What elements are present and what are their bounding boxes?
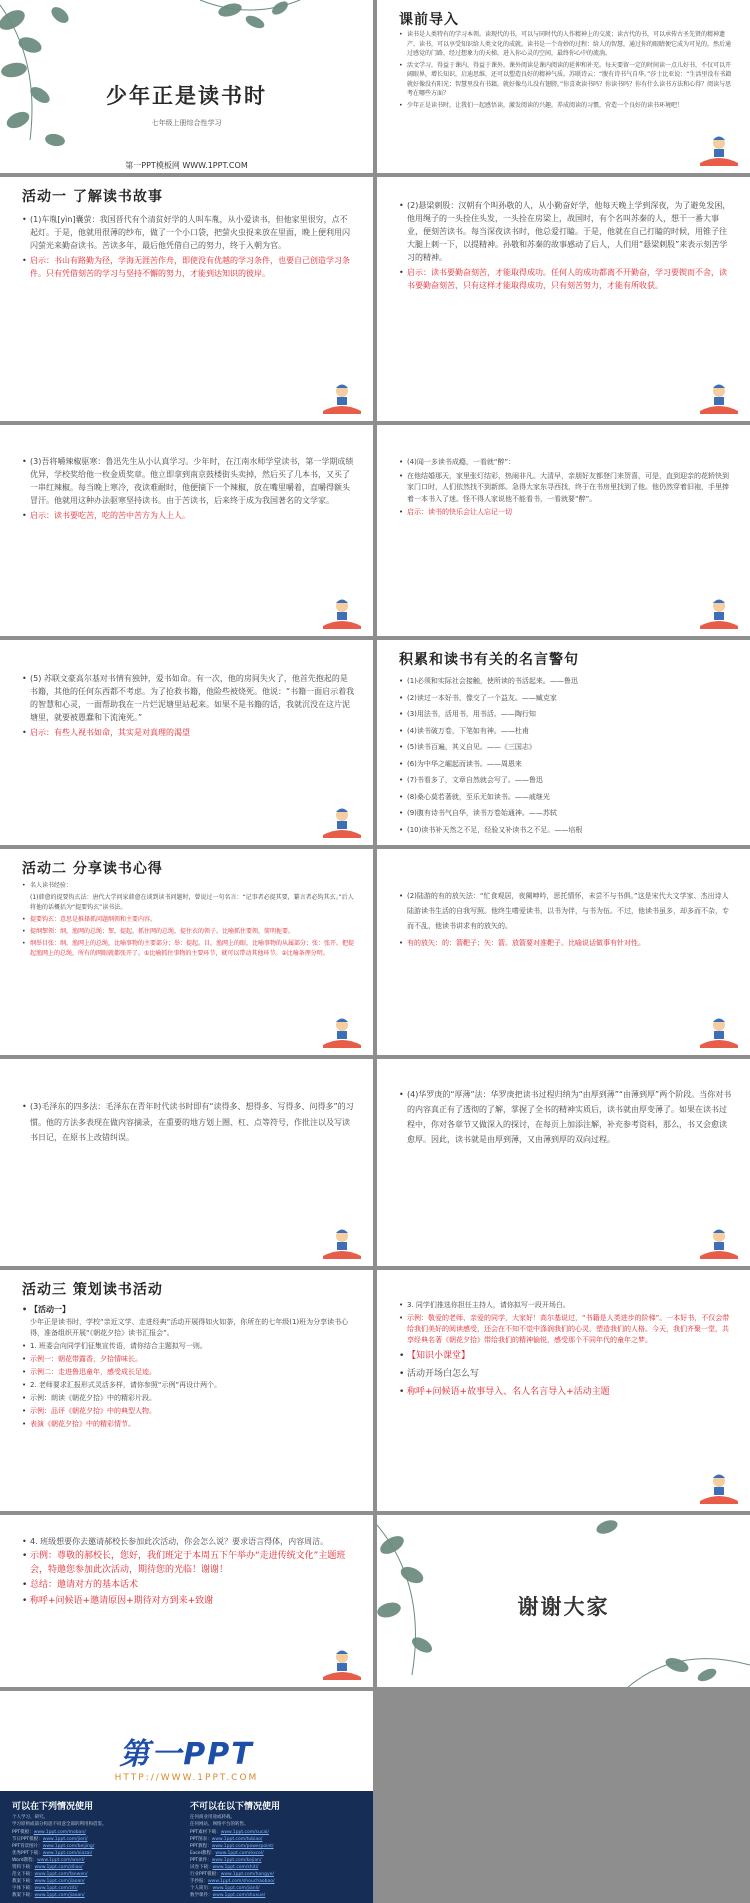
reading-boy-icon: [321, 1647, 363, 1681]
forbidden-heading: 不可以在以下情况使用: [190, 1802, 281, 1812]
paragraph: • (5) 苏联文豪高尔基对书情有独钟，爱书如命。有一次，他的房间失火了，他首先抱起的是书籍，其他的任何东西都不考虑。为了抢救书籍，他险些被烧死。他说：“书籍一面启示着我的智慧和心灵，一面帮助我在一片烂泥塘里站起来。如果不是书籍的话，我就沉没在这片泥塘里，就要被愚蠢和下流淹死。”: [22, 672, 355, 724]
paragraph: • (2)陆游的有的放矢法：“忙食观居，夜阑呻吟，思托情怀，未尝不与书俱。”这是宋代大文学家、杰出诗人陆游读书生活的自我写照。他终生嗜爱读书，以书为伴，与书为伍。不过，他读书虽多，却多而不杂，专而不乱，他读书讲求有的放矢的。: [399, 889, 732, 934]
example-text: • 示例：敬爱的老师、亲爱的同学，大家好！高尔基说过，“书籍是人类进步的阶梯”。一本好书，不仅会带给我们美好的阅读感受，还会在不知不觉中涤润我们的心灵，塑造我们的人格。今天，我们齐聚一堂，共享经典名著《朝花夕拾》带给我们的精神愉悦，感受那个不同年代的童年之梦。: [399, 1313, 732, 1346]
slide-16-thanks: [377, 1515, 750, 1687]
example-text: • 示例：尊敬的郝校长，您好，我们班定于本周五下午举办“走进传统文化”主题班会，特邀您参加此次活动，期待您的光临！谢谢！: [22, 1550, 355, 1577]
link-row[interactable]: PPT素材下载：www.1ppt.com/sucai/: [190, 1830, 269, 1835]
paragraph: (1)韩愈的提要钩玄法：唐代大学问家韩愈在谈到读书问题时，曾说过一句名言：“记事者必提其要，纂言者必钩其玄。”后人将他的话概括为“提要钩玄”读书法。: [30, 894, 354, 911]
paragraph: • (2)悬梁刺股：汉朝有个叫孙敬的人，从小勤奋好学，他每天晚上学到深夜，为了避免发困，他用绳子的一头拴住头发，一头拴在房梁上，战国时，有个名叫苏秦的人，想干一番大事业，便刻苦读书。每当深夜读书时，他总爱打瞌。于是，他就在自己打瞌的时候，用锥子往大腿上刺一下，以提精神。孙敬和苏秦的故事感动了后人，人们用“悬梁刺股”来表示刻苦学习的精神。: [399, 199, 732, 264]
insight-text: • 启示：书山有路勤为径，学海无涯苦作舟，即使没有优越的学习条件，也要自己创造学习条件。只有凭借刻苦的学习与坚持不懈的努力，才能到达知识的彼岸。: [22, 254, 355, 280]
insight-text: • 纲举目张：纲，渔网上的总绳，比喻事物的主要部分；举：提起。目，渔网上的眼，比喻事物的从属部分；张：张开。把提起渔网上的总绳，所有的网眼就都张开了。①比喻抓住事物的主要环节，就可以带动其他环节。②比喻条理分明。: [22, 939, 355, 959]
slide-body: [399, 199, 732, 294]
slide-title: 活动二 分享读书心得: [22, 861, 163, 877]
slide-body: [22, 213, 355, 282]
paragraph: • 在他结婚那天，家里张灯结彩，热闹非凡。大清早，亲朋好友都登门来贺喜，可是，直到迎亲的花轿快到家门口时，人们依然找不到新郎。急得大家东寻西找，终于在书房里找到了他。他仍然穿着旧袍，手里捧着一本书入了迷。怪不得人家说他不能看书，一看就要“醉”。: [399, 471, 732, 506]
example-text: • 示例二：走进鲁迅童年，感受成长足迹。: [22, 1367, 355, 1378]
example-text: • 示例一：朝花带露香，夕拾情味长。: [22, 1354, 355, 1365]
slide-12-method: [377, 1059, 750, 1266]
site-url: 第一PPT模板网 WWW.1PPT.COM: [125, 161, 248, 170]
reading-boy-icon: [698, 1015, 740, 1049]
link-row[interactable]: 字体下载：www.1ppt.com/ziti/: [12, 1886, 78, 1891]
slide-3-activity-one: [0, 177, 373, 421]
resource-links-right: [190, 1829, 360, 1899]
quote-item: • (9)腹有诗书气自华，读书万卷始通神。——苏轼: [399, 806, 732, 821]
forbidden-uses: [190, 1799, 360, 1828]
slide-4-story: [377, 177, 750, 421]
slide-body: [22, 1535, 355, 1610]
slide-14-opening-remarks: [377, 1270, 750, 1511]
link-row[interactable]: 节日PPT模板：www.1ppt.com/jieri/: [12, 1837, 88, 1842]
link-row[interactable]: 教案下载：www.1ppt.com/jiaoan/: [12, 1879, 85, 1884]
example-text: • 表演《朝花夕拾》中的精彩情节。: [22, 1419, 355, 1430]
slide-body: [399, 889, 732, 953]
slide-15-invitation: [0, 1515, 373, 1687]
reading-boy-icon: [698, 596, 740, 630]
paragraph: • 活文学习，得益于课内，得益于课外。课外阅读是课内阅读的延伸和补充。每天要留一定的时间读一点儿好书，不仅可以开阔眼界，增长知识，启迪思维，还可以塑造良好的精神气质。苏联诗云：“腹有诗书气自华。”莎士比亚说：“生活里没有书籍就好像没有阳光；智慧里没有书籍，就好像鸟儿没有翅膀。”你喜欢读书吗？你读书吗？你有什么读书方法和心得？阅读与思考在哪些方面？: [399, 61, 732, 99]
link-row[interactable]: Excel教程：www.1ppt.com/excel/: [190, 1851, 264, 1856]
reading-boy-icon: [698, 1226, 740, 1260]
section-label: • 【活动一】: [22, 1304, 355, 1315]
quote-item: • (2)读过一本好书，像交了一个益友。——臧克家: [399, 691, 732, 706]
slide-17-copyright: [0, 1691, 373, 1903]
paragraph: • (3)毛泽东的四多法：毛泽东在青年时代读书时即有“读得多、想得多、写得多、问得多”的习惯。他的方法多表现在做内容摘录，在重要的地方划上圈、杠、点等符号，作批注以及写读书日记，在原书上改错纠误。: [22, 1099, 355, 1146]
slide-2-intro: [377, 0, 750, 173]
usage-footer: [0, 1791, 373, 1903]
allowed-line: 个人学习、研究。: [12, 1815, 48, 1820]
slide-11-method: [0, 1059, 373, 1266]
example-text: • 示例：朗读《朝花夕拾》中的精彩片段。: [22, 1393, 355, 1404]
quote-item: • (7)书看多了，文章自然就会写了。——鲁迅: [399, 773, 732, 788]
reading-boy-icon: [321, 596, 363, 630]
reading-boy-icon: [321, 805, 363, 839]
thanks-text: 谢谢大家: [517, 1595, 610, 1619]
formula-text: • 称呼+问候语+邀请原因+期待对方到来+致谢: [22, 1595, 355, 1609]
paragraph: • 3. 同学们推选你担任主持人，请你拟写一段开场白。: [399, 1300, 732, 1311]
forbidden-line: 任何商业用途或转载。: [190, 1815, 235, 1820]
formula-text: • 称呼+问候语+故事导入、名人名言导入+活动主题: [399, 1384, 732, 1400]
slide-7-story: [0, 640, 373, 845]
link-row[interactable]: PPT背景图片：www.1ppt.com/beijing/: [12, 1844, 95, 1849]
paragraph: • 名人读书经验：: [22, 881, 355, 891]
quote-item: • (8)桑心莫若著就，至乐无如读书。——戚继光: [399, 790, 732, 805]
slide-5-story: [0, 425, 373, 636]
subtitle: 七年级上册综合性学习: [151, 119, 222, 127]
quote-item: • (6)为中华之崛起而读书。——周恩来: [399, 757, 732, 772]
reading-boy-icon: [321, 1015, 363, 1049]
slide-title: 活动一 了解读书故事: [22, 189, 163, 205]
summary-text: • 总结：邀请对方的基本话术: [22, 1579, 355, 1593]
slide-title: 活动三 策划读书活动: [22, 1282, 163, 1298]
quote-item: • (10)读书补天然之不足，经验又补读书之不足。——培根: [399, 823, 732, 838]
insight-text: • 启示：读书的快乐会让人忘记一切: [399, 507, 732, 519]
resource-links-left: [12, 1829, 182, 1899]
insight-text: • 有的放矢：的：箭靶子；矢：箭。放箭要对准靶子。比喻说话做事有针对性。: [399, 936, 732, 951]
link-row[interactable]: 个人简历：www.1ppt.com/jianli/: [190, 1886, 260, 1891]
slide-title: 课前导入: [399, 12, 459, 28]
forbidden-line: 任何网站、网络平台的转售。: [190, 1822, 249, 1827]
link-row[interactable]: 教案下载：www.1ppt.com/jiaoan/: [12, 1893, 85, 1898]
slide-6-story: [377, 425, 750, 636]
slide-1-title: [0, 0, 373, 173]
link-row[interactable]: 手抄报：www.1ppt.com/shouchaobao/: [190, 1879, 275, 1884]
allowed-heading: 可以在下列情况使用: [12, 1802, 94, 1812]
link-row[interactable]: 试卷下载：www.1ppt.com/shiti/: [190, 1865, 259, 1870]
reading-boy-icon: [321, 381, 363, 415]
slide-13-activity-three: [0, 1270, 373, 1511]
insight-text: • 启示：读书要勤奋刻苦，才能取得成功。任何人的成功都离不开勤奋，学习要锲而不舍，读书要勤奋刻苦，只有这样才能取得成功，只有刻苦努力，才能有所收获。: [399, 266, 732, 292]
link-row[interactable]: Word教程：www.1ppt.com/word/: [12, 1858, 85, 1863]
insight-text: • 提要钩玄：意思是推择抓问题纲领和主要内容。: [22, 915, 355, 925]
slide-8-quotes: [377, 640, 750, 845]
paragraph: • 活动开场白怎么写: [399, 1366, 732, 1382]
reading-boy-icon: [698, 381, 740, 415]
slide-body: [22, 881, 355, 961]
paragraph: • (4)华罗庚的“厚薄”法：华罗庚把读书过程归纳为“由厚到薄”“由薄到厚”两个阶段。当你对书的内容真正有了透彻的了解，掌握了全书的精神实质后，读书就由厚变薄了。如果在读书过程中，你对各章节又做深入的探讨，在每页上加添注解，补充参考资料，那么，书又会愈读愈厚。因此，读书就是由厚到薄，又由薄到厚的双向过程。: [399, 1087, 732, 1147]
slide-body: [399, 457, 732, 521]
quote-list: [399, 674, 732, 839]
brand-logo: 第一PPT: [119, 1737, 254, 1772]
link-row[interactable]: 数学课件：www.1ppt.com/shuxue/: [190, 1893, 266, 1898]
quote-item: • (3)用法书，活用书，用书活。——陶行知: [399, 707, 732, 722]
allowed-line: 学习原则或部分构思不同意全部的利用和借鉴。: [12, 1822, 107, 1827]
link-row[interactable]: 资料下载：www.1ppt.com/ziliao/: [12, 1865, 83, 1870]
paragraph: • 4. 班级想要你去邀请郝校长参加此次活动，你会怎么说？要求语言得体，内容周洁。: [22, 1535, 355, 1548]
slide-body: [399, 1087, 732, 1149]
slide-body: [399, 1300, 732, 1402]
example-text: • 示例：品评《朝花夕拾》中的典型人物。: [22, 1406, 355, 1417]
link-row[interactable]: PPT图表：www.1ppt.com/tubiao/: [190, 1837, 263, 1842]
insight-text: • 启示：有些人视书如命，其实是对真理的渴望: [22, 726, 355, 739]
page-title: 少年正是读书时: [106, 84, 267, 108]
slide-body: [399, 30, 732, 112]
insight-text: • 启示：读书要吃苦，吃的苦中苦方为人上人。: [22, 509, 355, 522]
link-row[interactable]: PPT模板：www.1ppt.com/moban/: [12, 1830, 86, 1835]
slide-9-activity-two: [0, 849, 373, 1055]
link-row[interactable]: 行业PPT模板：www.1ppt.com/hangye/: [190, 1872, 274, 1877]
slide-body: [22, 672, 355, 741]
link-row[interactable]: 范文下载：www.1ppt.com/fanwen/: [12, 1872, 88, 1877]
link-row[interactable]: PPT课件：www.1ppt.com/kejian/: [190, 1858, 262, 1863]
paragraph: • (3)吾将嚼辣椒驱寒：鲁迅先生从小认真学习。少年时，在江南水师学堂读书，第一学期成绩优异，学校奖给他一枚金质奖章。他立即拿到南京鼓楼街头卖掉，然后买了几本书，又买了一串红辣椒。每当晚上寒冷，夜读难耐时，他便摘下一个辣椒，放在嘴里嚼着，直嚼得额头冒汗。他就用这种办法驱寒坚持读书。由于苦读书，后来终于成为我国著名的文学家。: [22, 455, 355, 507]
paragraph: • 读书是人类特有的学习本领。读现代的书，可以与同时代的人作精神上的交流；读古代的书，可以承传古圣先贤的精神遗产。读书，可以享受知识给人类文化的成就。读书是一个奇妙的过程：给人的智慧，通过你的眼睛便它成为可见的，然后通过感觉的门路，经过想象力的天梯，进入你心灵的空间，最终你心中的流淌。: [399, 30, 732, 59]
link-row[interactable]: 优秀PPT下载：www.1ppt.com/xiazai/: [12, 1851, 93, 1856]
quote-item: • (5)读书百遍，其义自见。——《三国志》: [399, 740, 732, 755]
paragraph: • 1. 班委会向同学们征集宣传语，请你结合主题拟写一则。: [22, 1341, 355, 1352]
insight-text: • 提纲挈领：纲，渔网的总绳；挈，提起。抓住网的总绳，提住衣的领子。比喻抓住要领，简明扼要。: [22, 927, 355, 937]
allowed-uses: [12, 1799, 182, 1828]
paragraph: 少年正是读书时，学校“亲近文学、走进经典”活动开展得如火如荼，你所在的七年级(1)班为分享读书心得，准备组织开展“《朝花夕拾》读书汇报会”。: [30, 1318, 349, 1337]
slide-body: [22, 455, 355, 524]
slide-body: [22, 1304, 355, 1432]
reading-boy-icon: [698, 1471, 740, 1505]
paragraph: • 2. 老师要求汇报形式灵活多样，请你参照“示例”再设计两个。: [22, 1380, 355, 1391]
reading-boy-icon: [698, 133, 740, 167]
paragraph: • (4)闻一多读书成瘾，一看就“醉”：: [399, 457, 732, 469]
reading-boy-icon: [321, 1226, 363, 1260]
link-row[interactable]: PPT教程：www.1ppt.com/powerpoint/: [190, 1844, 274, 1849]
brand-url: HTTP://WWW.1PPT.COM: [114, 1773, 259, 1783]
quote-item: • (4)读书破万卷，下笔如有神。——杜甫: [399, 724, 732, 739]
slide-body: [22, 1099, 355, 1148]
paragraph: • (1)车胤[yìn]囊萤：我国晋代有个清贫好学的人叫车胤，从小爱读书，但他家里很穷，点不起灯。于是，他就用很薄的纱布，做了一个小口袋，把萤火虫捉来放在里面，晚上便利用闪闪萤光来勤奋读书。苦读多年，最后他凭借自己的努力，终于入朝为官。: [22, 213, 355, 252]
knowledge-heading: • 【知识小课堂】: [399, 1348, 732, 1364]
slide-10-method: [377, 849, 750, 1055]
slide-title: 积累和读书有关的名言警句: [399, 652, 579, 668]
paragraph: • 少年正是读书时，让我们一起感悟读，激发阅读的兴趣，养成阅读的习惯，营造一个良好的读书环境吧！: [399, 101, 732, 111]
quote-item: • (1)必须和实际社会接触，使所读的书活起来。——鲁迅: [399, 674, 732, 689]
